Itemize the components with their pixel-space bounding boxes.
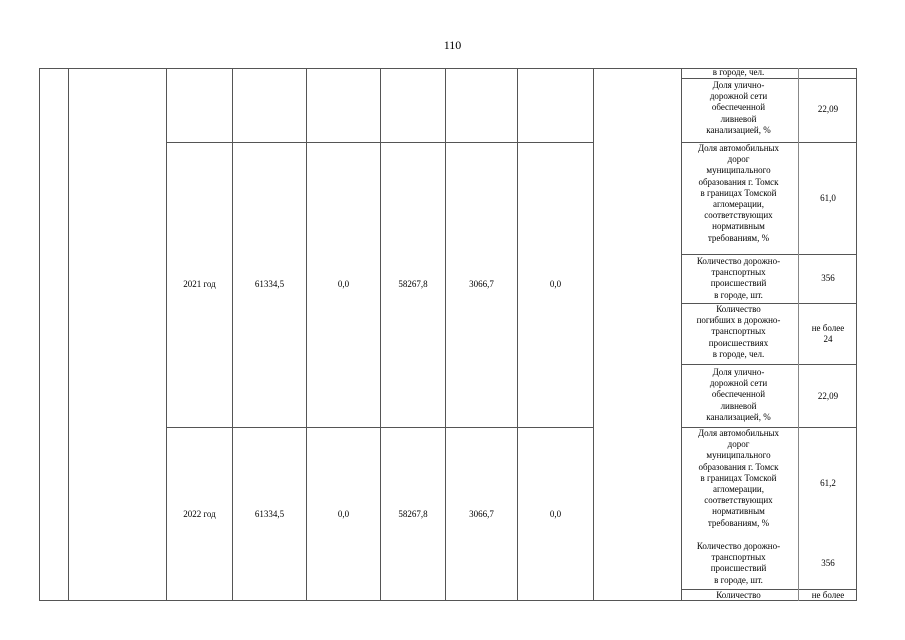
regional-cell: 58267,8 — [398, 509, 428, 520]
column-border — [593, 68, 594, 601]
federal-cell: 0,0 — [337, 509, 350, 520]
total-cell: 61334,5 — [254, 509, 285, 520]
indicator-value: не более — [811, 590, 845, 600]
indicator-value: 356 — [821, 558, 835, 568]
column-border — [68, 68, 69, 601]
column-border — [39, 68, 40, 601]
indicator-text: Количество — [716, 590, 761, 600]
local-cell: 3066,7 — [469, 279, 494, 290]
indicator-text: Доля автомобильных дорог муниципального образования г. Томск в границах Томской агломерации, соответствующих нормативным требованиям, % — [697, 428, 780, 528]
indicator-divider — [681, 254, 857, 255]
indicator-text: Доля улично- дорожной сети обеспеченной ливневой канализацией, % — [706, 80, 771, 135]
indicator-value: не более 24 — [811, 323, 845, 345]
year-cell: 2022 год — [183, 509, 216, 520]
indicator-divider — [681, 364, 857, 365]
indicator-value: 22,09 — [817, 391, 839, 401]
indicator-value: 61,2 — [820, 478, 836, 488]
indicator-value: 356 — [821, 273, 835, 283]
total-cell: 61334,5 — [254, 279, 285, 290]
indicator-text: в городе, чел. — [712, 67, 765, 77]
federal-cell: 0,0 — [337, 279, 350, 290]
regional-cell: 58267,8 — [398, 279, 428, 290]
indicator-value: 61,0 — [820, 193, 836, 203]
page-number: 110 — [443, 38, 462, 52]
other-cell: 0,0 — [549, 509, 562, 520]
indicator-text: Количество дорожно- транспортных происшествий в городе, шт. — [696, 256, 781, 300]
indicator-text: Доля улично- дорожной сети обеспеченной ливневой канализацией, % — [706, 367, 771, 422]
indicator-value: 22,09 — [817, 104, 839, 114]
year-cell: 2021 год — [183, 279, 216, 290]
local-cell: 3066,7 — [469, 509, 494, 520]
indicator-text: Доля автомобильных дорог муниципального образования г. Томск в границах Томской агломерации, соответствующих нормативным требованиям, % — [697, 143, 780, 243]
indicator-text: Количество дорожно- транспортных происшествий в городе, шт. — [696, 541, 781, 585]
indicator-text: Количество погибших в дорожно- транспортных происшествиях в городе, чел. — [696, 304, 781, 359]
other-cell: 0,0 — [549, 279, 562, 290]
